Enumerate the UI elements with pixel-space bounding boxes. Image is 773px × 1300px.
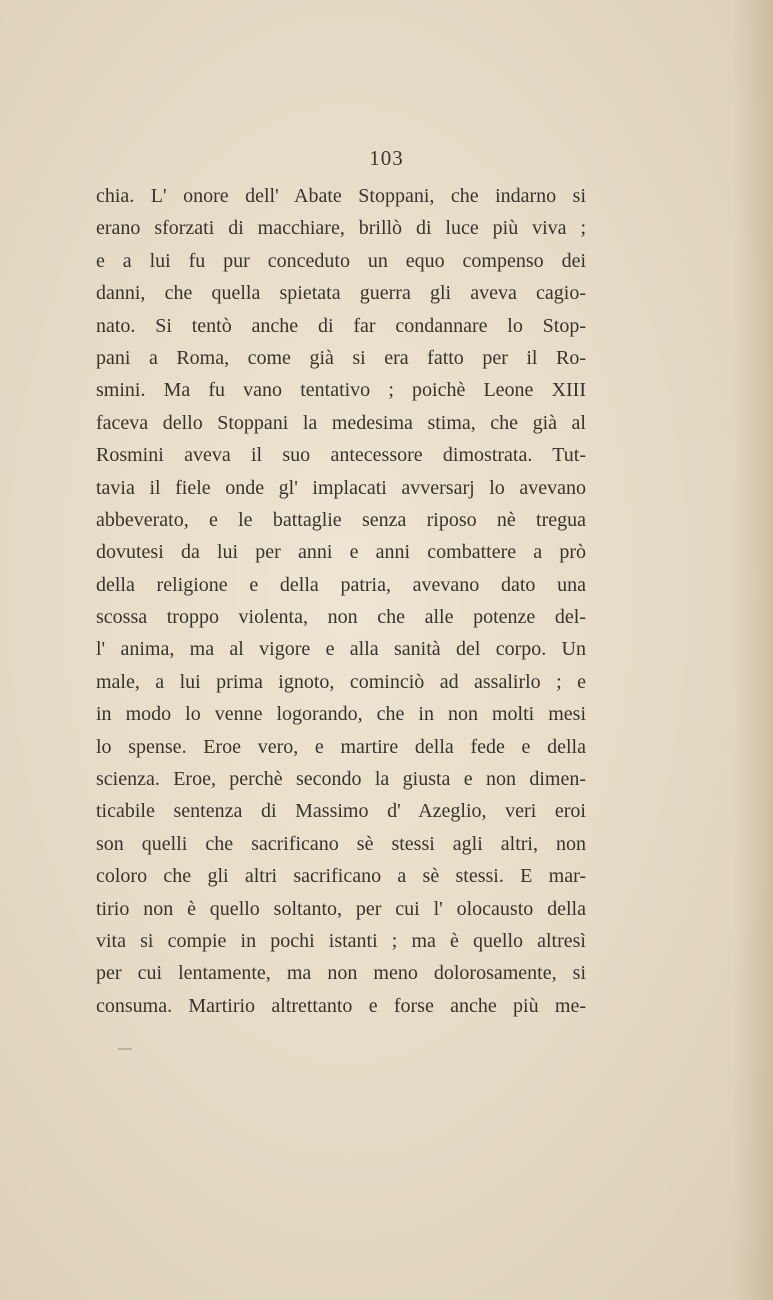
text-line: ticabile sentenza di Massimo d' Azeglio, veri eroi: [96, 800, 586, 823]
page-edge-shadow: [733, 0, 773, 1300]
body-text: [96, 180, 586, 1022]
page-number: 103: [369, 146, 404, 170]
text-line: tavia il fiele onde gl' implacati avversarj lo avevano: [96, 476, 586, 499]
text-line: scienza. Eroe, perchè secondo la giusta e non dimen-: [96, 768, 586, 791]
text-line: Rosmini aveva il suo antecessore dimostrata. Tut-: [96, 444, 586, 467]
text-line: son quelli che sacrificano sè stessi agli altri, non: [96, 832, 586, 855]
text-line: chia. L' onore dell' Abate Stoppani, che indarno si: [96, 185, 586, 207]
text-line: male, a lui prima ignoto, cominciò ad assalirlo ; e: [96, 670, 586, 693]
text-line: coloro che gli altri sacrificano a sè stessi. E mar-: [96, 865, 586, 888]
text-line: l' anima, ma al vigore e alla sanità del corpo. Un: [96, 638, 586, 661]
text-line: smini. Ma fu vano tentativo ; poichè Leone XIII: [96, 379, 586, 402]
text-line: vita si compie in pochi istanti ; ma è quello altresì: [96, 929, 586, 952]
text-line: consuma. Martirio altrettanto e forse anche più me-: [96, 994, 586, 1017]
text-line: tirio non è quello soltanto, per cui l' olocausto della: [96, 897, 586, 920]
text-line: nato. Si tentò anche di far condannare lo Stop-: [96, 314, 586, 337]
text-line: dovutesi da lui per anni e anni combattere a prò: [96, 541, 586, 564]
text-line: per cui lentamente, ma non meno dolorosamente, si: [96, 962, 586, 985]
text-line: erano sforzati di macchiare, brillò di luce più viva ;: [96, 217, 586, 240]
text-line: faceva dello Stoppani la medesima stima, che già al: [96, 411, 586, 434]
text-line: della religione e della patria, avevano dato una: [96, 573, 586, 596]
text-line: danni, che quella spietata guerra gli aveva cagio-: [96, 282, 586, 305]
text-line: abbeverato, e le battaglie senza riposo nè tregua: [96, 508, 586, 531]
text-line: e a lui fu pur conceduto un equo compenso dei: [96, 249, 586, 272]
text-line: pani a Roma, come già si era fatto per il Ro-: [96, 346, 586, 369]
text-line: scossa troppo violenta, non che alle potenze del-: [96, 606, 586, 629]
text-line: lo spense. Eroe vero, e martire della fede e della: [96, 735, 586, 758]
text-line: in modo lo venne logorando, che in non molti mesi: [96, 703, 586, 726]
print-mark: [118, 1048, 132, 1050]
